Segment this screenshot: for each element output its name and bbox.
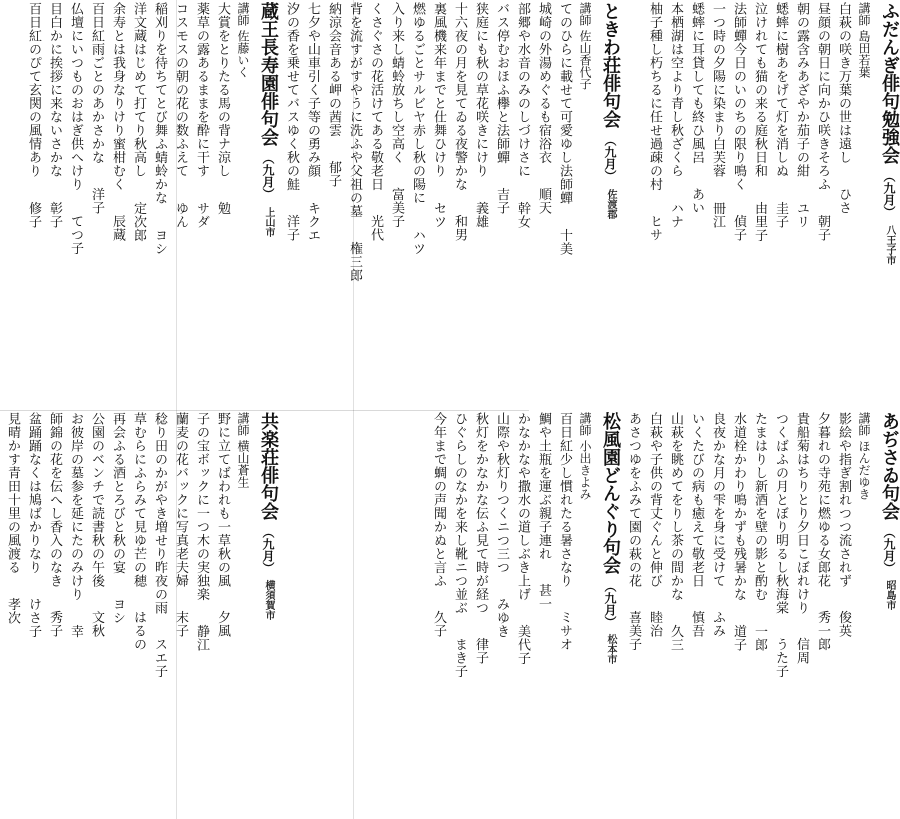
haiku-item [471, 2, 489, 408]
haiku-item [708, 2, 726, 408]
haiku-author: 修子 [26, 187, 41, 228]
location-label: 横須賀市 [263, 580, 274, 621]
haiku-text: お彼岸の墓参を延にたのみけり [68, 411, 83, 601]
haiku-item [450, 412, 468, 818]
haiku-text: 師錦の花を伝へし香入のなき [47, 411, 62, 587]
haiku-author: 久三 [668, 610, 683, 651]
haiku-item [771, 2, 789, 408]
lecturer-name: 佐藤いく [236, 29, 250, 78]
haiku-item [213, 2, 231, 408]
haiku-text: くさぐさの花活けてある敬老日 [368, 2, 383, 191]
lecturer-line [577, 412, 593, 818]
haiku-item [24, 2, 42, 408]
haiku-list [24, 2, 231, 408]
haiku-item [813, 412, 831, 818]
haiku-text: つくばふの月とぼり明るし秋海棠 [773, 411, 788, 614]
haiku-author: 喜美子 [626, 597, 641, 651]
haiku-text: 七夕や山車引く子等の勇み顔 [305, 2, 320, 178]
haiku-author: 定次郎 [131, 187, 146, 242]
title-text: 松風園どんぐり句会 [600, 411, 621, 574]
haiku-item [213, 412, 231, 818]
haiku-item [3, 412, 21, 818]
lecturer-line [856, 412, 872, 818]
haiku-author: はるの [131, 597, 146, 651]
haiku-item [792, 412, 810, 818]
haiku-author: キクエ [305, 187, 320, 242]
haiku-author: 由里子 [752, 187, 767, 242]
haiku-text: 仏壇にいつものおはぎ供へけり [68, 2, 83, 191]
haiku-list [282, 2, 573, 408]
haiku-text: 入り来し蜻蛉放ちし空高く [389, 2, 404, 164]
haiku-item [387, 2, 405, 408]
haiku-author: 美代子 [515, 610, 530, 665]
haiku-text: 山萩を眺めてをりし茶の間かな [668, 411, 683, 601]
haiku-author: セツ [431, 187, 446, 228]
haiku-item [534, 412, 552, 818]
haiku-author: ミサオ [557, 597, 572, 651]
haiku-item [666, 2, 684, 408]
haiku-author: 洋子 [89, 174, 104, 215]
haiku-author: 慎吾 [689, 597, 704, 638]
lecturer-line [577, 2, 593, 408]
haiku-text: 城崎の外湯めぐるも宿浴衣 [536, 2, 551, 164]
haiku-item [534, 2, 552, 408]
haiku-author: 秀一郎 [815, 597, 830, 651]
haiku-author: 光代 [368, 201, 383, 242]
haiku-author: みゆき [494, 583, 509, 638]
haiku-author: ハツ [410, 214, 425, 255]
haiku-item [171, 412, 189, 818]
haiku-item [666, 412, 684, 818]
haiku-author: ヨシ [152, 214, 167, 255]
haiku-list [645, 2, 852, 408]
lecturer-label: 講師 [236, 411, 250, 436]
haiku-item [750, 2, 768, 408]
haiku-author: 久子 [431, 597, 446, 638]
haiku-item [708, 412, 726, 818]
haiku-item [555, 412, 573, 818]
haiku-item [66, 412, 84, 818]
haiku-author: 孝次 [5, 583, 20, 624]
haiku-text: あさつゆをふみて園の萩の花 [626, 411, 641, 587]
haiku-list [624, 412, 852, 818]
haiku-text: 稔り田のかがやき増せり昨夜の雨 [152, 411, 167, 614]
month-label: （九月） [603, 134, 617, 183]
haiku-author: 勉 [215, 187, 230, 215]
haiku-text: 夕暮れの寺苑に燃ゆる女郎花 [815, 411, 830, 587]
section-title [878, 412, 900, 818]
section-title [599, 412, 621, 818]
haiku-author: 道子 [731, 610, 746, 651]
section-title [878, 2, 900, 408]
haiku-text: 昼顔の朝日に向かひ咲きそろふ [815, 2, 830, 191]
haiku-text: 蟋蟀に樹あをげて灯を消しぬ [773, 2, 788, 178]
lecturer-label: 講師 [857, 411, 871, 436]
location-label: 佐渡郡 [605, 188, 616, 219]
haiku-text: ひぐらしのなかを来し靴ニつ並ぶ [452, 411, 467, 614]
title-text: ふだんぎ俳句勉強会 [879, 2, 900, 164]
haiku-author: 一郎 [752, 610, 767, 651]
haiku-text: 本栖湖は空より青し秋ざくら [668, 2, 683, 178]
haiku-item [429, 2, 447, 408]
haiku-text: バス停むおほふ欅と法師蟬 [494, 2, 509, 164]
haiku-text: いくたびの病も癒えて敬老日 [689, 411, 704, 587]
haiku-author: 順天 [536, 174, 551, 215]
haiku-author: 富美子 [389, 174, 404, 228]
haiku-author: 洋子 [284, 201, 299, 242]
title-text: 蔵王長寿園俳句会 [258, 2, 279, 146]
lecturer-line [856, 2, 872, 408]
location-label: 上山市 [263, 206, 274, 237]
haiku-author: 義雄 [473, 187, 488, 228]
haiku-text: 一つ時の夕陽に染まり白芙蓉 [710, 2, 725, 178]
section-fudangi [621, 0, 900, 410]
haiku-item [687, 412, 705, 818]
haiku-text: 薬草の露あるままを酔に干す [194, 2, 209, 178]
haiku-author: まき子 [452, 624, 467, 678]
haiku-text: 再会ふる酒とろびと秋の宴 [110, 411, 125, 574]
month-label: （九月） [261, 152, 275, 201]
haiku-item [303, 2, 321, 408]
haiku-author: 偵子 [731, 201, 746, 242]
haiku-item [150, 412, 168, 818]
haiku-text: 盆踊踊なくは鳩ばかりなり [26, 411, 41, 574]
haiku-author: 吉子 [494, 174, 509, 215]
haiku-author: 幹女 [515, 187, 530, 228]
haiku-text: 白萩や子供の背丈ぐんと伸び [647, 411, 662, 587]
haiku-text: 今年まで蜩の声聞かぬと言ふ [431, 411, 446, 587]
lecturer-name: ほんだゆき [857, 439, 871, 500]
haiku-item [492, 2, 510, 408]
haiku-text: 背を流すがすやうに洗ふや父祖の墓 [347, 2, 362, 218]
haiku-author: ユリ [794, 187, 809, 228]
haiku-text: 百日紅雨ごとのあかさかな [89, 2, 104, 164]
haiku-item [87, 412, 105, 818]
haiku-item [66, 2, 84, 408]
haiku-item [129, 2, 147, 408]
haiku-text: てのひらに載せて可愛ゆし法師蟬 [557, 2, 572, 205]
haiku-text: コスモスの朝の花の数ふえて [173, 2, 188, 178]
haiku-text: 蟋蟀に耳貸しても終ひ風呂 [689, 2, 704, 164]
haiku-author: 辰蔵 [110, 201, 125, 242]
haiku-text: 目白かに挨拶に来ないさかな [47, 2, 62, 178]
haiku-author: あい [689, 174, 704, 215]
haiku-item [513, 412, 531, 818]
haiku-text: 水道栓かわり鳴かずも残暑かな [731, 411, 746, 601]
haiku-item [408, 2, 426, 408]
haiku-text: 山際や秋灯りつくニつ三つ [494, 411, 509, 574]
haiku-author: スエ子 [152, 624, 167, 678]
haiku-author: ヨシ [110, 583, 125, 624]
location-label: 松本市 [605, 634, 616, 665]
haiku-text: 草むらにふらみて見ゆ芒の穂 [131, 411, 146, 587]
haiku-author: 静江 [194, 610, 209, 651]
haiku-item [429, 412, 447, 818]
haiku-text: 納涼会音ある岬の茜雲 [326, 2, 341, 137]
lecturer-line [235, 412, 251, 818]
haiku-author: 彰子 [47, 187, 62, 228]
location-label: 昭島市 [884, 580, 895, 611]
section-tokiwa [279, 0, 621, 410]
haiku-text: 蘭麦の花バックに写真老夫婦 [173, 411, 188, 587]
title-text: あぢさゐ句会 [879, 411, 900, 520]
haiku-text: 部郷や水音のみのしづけさに [515, 2, 530, 178]
haiku-text: 朝の露含みあざやか茄子の紺 [794, 2, 809, 178]
haiku-author: 圭子 [773, 187, 788, 228]
section-kyoraku [0, 410, 279, 819]
haiku-item [129, 412, 147, 818]
haiku-text: 貴船菊はちりとり夕日こぼれけり [794, 411, 809, 614]
haiku-item [645, 412, 663, 818]
lecturer-label: 講師 [857, 2, 871, 26]
haiku-text: 百日紅少し慣れたる暑さなり [557, 411, 572, 587]
haiku-text: 野に立てばわれも一草秋の風 [215, 411, 230, 587]
haiku-author: 甚一 [536, 570, 551, 611]
haiku-item [282, 2, 300, 408]
haiku-author: 律子 [473, 624, 488, 665]
haiku-text: 秋灯をかなかな伝ふ見て時が経つ [473, 411, 488, 614]
haiku-author: けさ子 [26, 583, 41, 638]
haiku-text: 稲刈りを待ちてとび舞ふ蜻蛉かな [152, 2, 167, 205]
haiku-item [792, 2, 810, 408]
haiku-text: 柚子種し朽ちるに任せ過疎の村 [647, 2, 662, 191]
haiku-list [3, 412, 231, 818]
haiku-item [45, 412, 63, 818]
haiku-item [450, 2, 468, 408]
haiku-author: ゆん [173, 187, 188, 228]
haiku-item [687, 2, 705, 408]
section-title [599, 2, 621, 408]
haiku-author: 秀子 [47, 597, 62, 638]
haiku-author: 末子 [173, 597, 188, 638]
haiku-item [771, 412, 789, 818]
haiku-author: 冊江 [710, 187, 725, 228]
haiku-text: 十六夜の月を見てゐる夜警かな [452, 2, 467, 191]
haiku-item [834, 2, 852, 408]
haiku-author: ふみ [710, 597, 725, 638]
haiku-text: 余寿とは我身なりけり蜜柑むく [110, 2, 125, 191]
haiku-author: サダ [194, 187, 209, 228]
haiku-text: 大賞をとりたる馬の背ナ涼し [215, 2, 230, 178]
lecturer-line [235, 2, 251, 408]
lecturer-name: 佐山香代子 [578, 29, 592, 90]
section-ajisai [621, 410, 900, 819]
haiku-item [192, 2, 210, 408]
location-label: 八王子市 [884, 224, 895, 265]
lecturer-name: 横山蒼生 [236, 439, 250, 488]
lecturer-name: 島田若葉 [857, 29, 871, 78]
haiku-item [108, 412, 126, 818]
haiku-author: ひさ [836, 174, 851, 215]
haiku-item [834, 412, 852, 818]
title-text: 共楽荘俳句会 [258, 411, 279, 520]
haiku-item [45, 2, 63, 408]
haiku-text: たまはりし新酒を壁の影と酌む [752, 411, 767, 601]
haiku-item [150, 2, 168, 408]
haiku-text: 見晴かす青田十里の風渡る [5, 411, 20, 574]
haiku-text: 泣けれても猫の来る庭秋日和 [752, 2, 767, 178]
haiku-item [624, 412, 642, 818]
haiku-item [492, 412, 510, 818]
haiku-text: 燃ゆるごとサルビヤ赤し秋の陽に [410, 2, 425, 205]
haiku-item [750, 412, 768, 818]
month-label: （九月） [603, 579, 617, 628]
haiku-text: 百日紅のぴて玄関の風情あり [26, 2, 41, 178]
haiku-author: 俊英 [836, 597, 851, 638]
haiku-item [729, 412, 747, 818]
lecturer-label: 講師 [578, 2, 592, 26]
haiku-text: 鯛や土瓶を運ぶ親子連れ [536, 411, 551, 560]
haiku-item [813, 2, 831, 408]
haiku-text: 裏風機来年までと仕舞ひけり [431, 2, 446, 178]
haiku-item [345, 2, 363, 408]
haiku-author: うた子 [773, 624, 788, 678]
section-title [257, 412, 279, 818]
haiku-list [429, 412, 573, 818]
haiku-item [324, 2, 342, 408]
haiku-text: 法師蟬今日のいのちの限り鳴く [731, 2, 746, 191]
haiku-author: 朝子 [815, 201, 830, 242]
haiku-text: 子の宝ボックに一つ木の実独楽 [194, 411, 209, 601]
haiku-author: 幸 [68, 610, 83, 638]
haiku-author: 和男 [452, 201, 467, 242]
haiku-item [729, 2, 747, 408]
month-label: （九月） [882, 525, 896, 574]
haiku-author: 十美 [557, 214, 572, 255]
haiku-item [192, 412, 210, 818]
lecturer-label: 講師 [236, 2, 250, 26]
haiku-item [513, 2, 531, 408]
haiku-item [171, 2, 189, 408]
haiku-author: てつ子 [68, 201, 83, 255]
lecturer-label: 講師 [578, 411, 592, 436]
title-text: ときわ荘俳句会 [600, 2, 621, 128]
haiku-text: 洋文蔵はじめて打てり秋高し [131, 2, 146, 178]
haiku-text: 良夜かな月の雫を身に受けて [710, 411, 725, 587]
haiku-item [471, 412, 489, 818]
section-title [257, 2, 279, 408]
haiku-text: 狭庭にも秋の草花咲きにけり [473, 2, 488, 178]
section-zao [0, 0, 279, 410]
haiku-text: 影絵や指ぎ割れつつ流されず [836, 411, 851, 587]
haiku-item [366, 2, 384, 408]
haiku-author: 権三郎 [347, 228, 362, 282]
haiku-author: 文秋 [89, 597, 104, 638]
haiku-text: 汐の香を乗せてバスゆく秋の鮭 [284, 2, 299, 191]
haiku-text: 白萩の咲き万葉の世は遠し [836, 2, 851, 164]
haiku-item [108, 2, 126, 408]
month-label: （九月） [261, 525, 275, 574]
haiku-author: 夕風 [215, 597, 230, 638]
section-matsukaze [279, 410, 621, 819]
haiku-item [24, 412, 42, 818]
haiku-author: ハナ [668, 187, 683, 228]
haiku-item [645, 2, 663, 408]
haiku-author: 睦治 [647, 597, 662, 638]
haiku-author: 信周 [794, 624, 809, 665]
haiku-item [87, 2, 105, 408]
haiku-text: 公園のベンチで読書秋の午後 [89, 411, 104, 587]
haiku-text: かなかなや撒水の道しぶき上げ [515, 411, 530, 601]
haiku-item [555, 2, 573, 408]
haiku-author: 郁子 [326, 147, 341, 188]
month-label: （九月） [882, 170, 896, 219]
haiku-author: ヒサ [647, 201, 662, 242]
lecturer-name: 小出きよみ [578, 439, 592, 500]
